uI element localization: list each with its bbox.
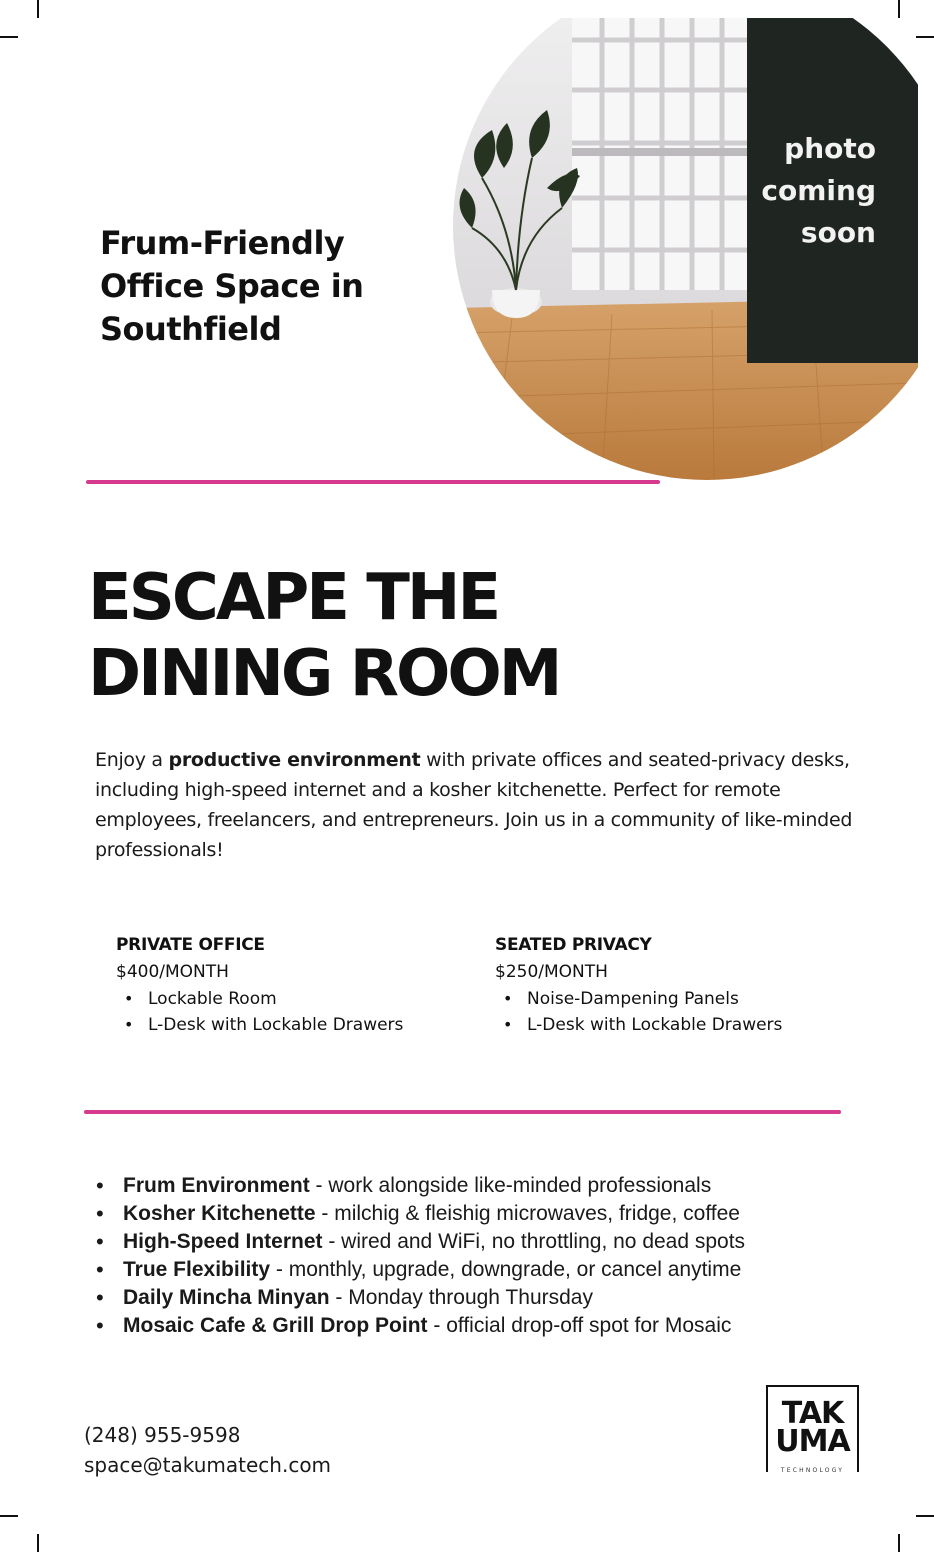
phone-number[interactable]: (248) 955-9598: [84, 1423, 241, 1447]
amenity-title: True Flexibility: [123, 1258, 271, 1281]
plan-feature: • L-Desk with Lockable Drawers: [116, 1012, 476, 1038]
crop-mark: [898, 1534, 900, 1552]
crop-mark: [916, 1515, 934, 1517]
headline: [88, 560, 788, 712]
plan-price: $250/MONTH: [495, 962, 608, 982]
amenity-item: [96, 1228, 876, 1256]
subtitle: Frum-Friendly Office Space in Southfield: [100, 224, 364, 348]
amenity-desc: - wired and WiFi, no throttling, no dead spots: [322, 1230, 746, 1253]
logo-tagline: TECHNOLOGY: [768, 1467, 857, 1474]
plan-name: PRIVATE OFFICE: [116, 935, 265, 955]
photo-coming-soon-label: photo coming soon: [761, 132, 876, 249]
crop-mark: [37, 0, 39, 18]
intro-rest: with private offices and seated-privacy desks, including high-speed internet and a kosher kitchenette. Perfect for remote employees, freelancers, and entrepreneurs. Join us in a community of like-minded professionals!: [95, 749, 853, 861]
takuma-logo: [766, 1385, 859, 1472]
amenity-desc: - Monday through Thursday: [329, 1286, 593, 1309]
plan-feature: • L-Desk with Lockable Drawers: [495, 1012, 855, 1038]
amenity-item: [96, 1172, 876, 1200]
plan-name: SEATED PRIVACY: [495, 935, 652, 955]
amenity-title: Daily Mincha Minyan: [123, 1286, 330, 1309]
intro-paragraph: [95, 745, 865, 865]
amenity-desc: - official drop-off spot for Mosaic: [427, 1314, 732, 1337]
divider: [84, 1110, 841, 1114]
amenities-list: [96, 1172, 876, 1340]
logo-line: TAK: [781, 1396, 844, 1431]
amenity-item: [96, 1256, 876, 1284]
crop-mark: [898, 0, 900, 18]
hero-image: [452, 18, 918, 480]
divider: [86, 480, 660, 484]
crop-mark: [37, 1534, 39, 1552]
amenity-desc: - milchig & fleishig microwaves, fridge, coffee: [315, 1202, 740, 1225]
intro-bold: productive environment: [168, 749, 421, 771]
amenity-desc: - monthly, upgrade, downgrade, or cancel anytime: [270, 1258, 742, 1281]
amenity-item: [96, 1312, 876, 1340]
crop-mark: [0, 1515, 18, 1517]
plan-feature: • Noise-Dampening Panels: [495, 986, 855, 1012]
plan-price: $400/MONTH: [116, 962, 229, 982]
amenity-item: [96, 1284, 876, 1312]
amenity-title: Mosaic Cafe & Grill Drop Point: [123, 1314, 428, 1337]
amenity-title: High-Speed Internet: [123, 1230, 323, 1253]
plan-private-office: [116, 932, 476, 1038]
amenity-item: [96, 1200, 876, 1228]
plan-features: [495, 986, 855, 1038]
plan-seated-privacy: [495, 932, 855, 1038]
contact-info: [84, 1420, 331, 1480]
crop-mark: [0, 36, 18, 38]
amenity-desc: - work alongside like-minded professionals: [309, 1174, 712, 1197]
headline-line: ESCAPE THE: [88, 561, 499, 635]
amenity-title: Frum Environment: [123, 1174, 310, 1197]
headline-line: DINING ROOM: [88, 637, 560, 711]
window-icon: [572, 18, 747, 290]
email-address[interactable]: space@takumatech.com: [84, 1453, 332, 1477]
plan-feature: • Lockable Room: [116, 986, 476, 1012]
intro-lead: Enjoy a: [95, 749, 169, 771]
logo-line: UMA: [775, 1424, 850, 1459]
plan-features: [116, 986, 476, 1038]
crop-mark: [916, 36, 934, 38]
amenity-title: Kosher Kitchenette: [123, 1202, 316, 1225]
